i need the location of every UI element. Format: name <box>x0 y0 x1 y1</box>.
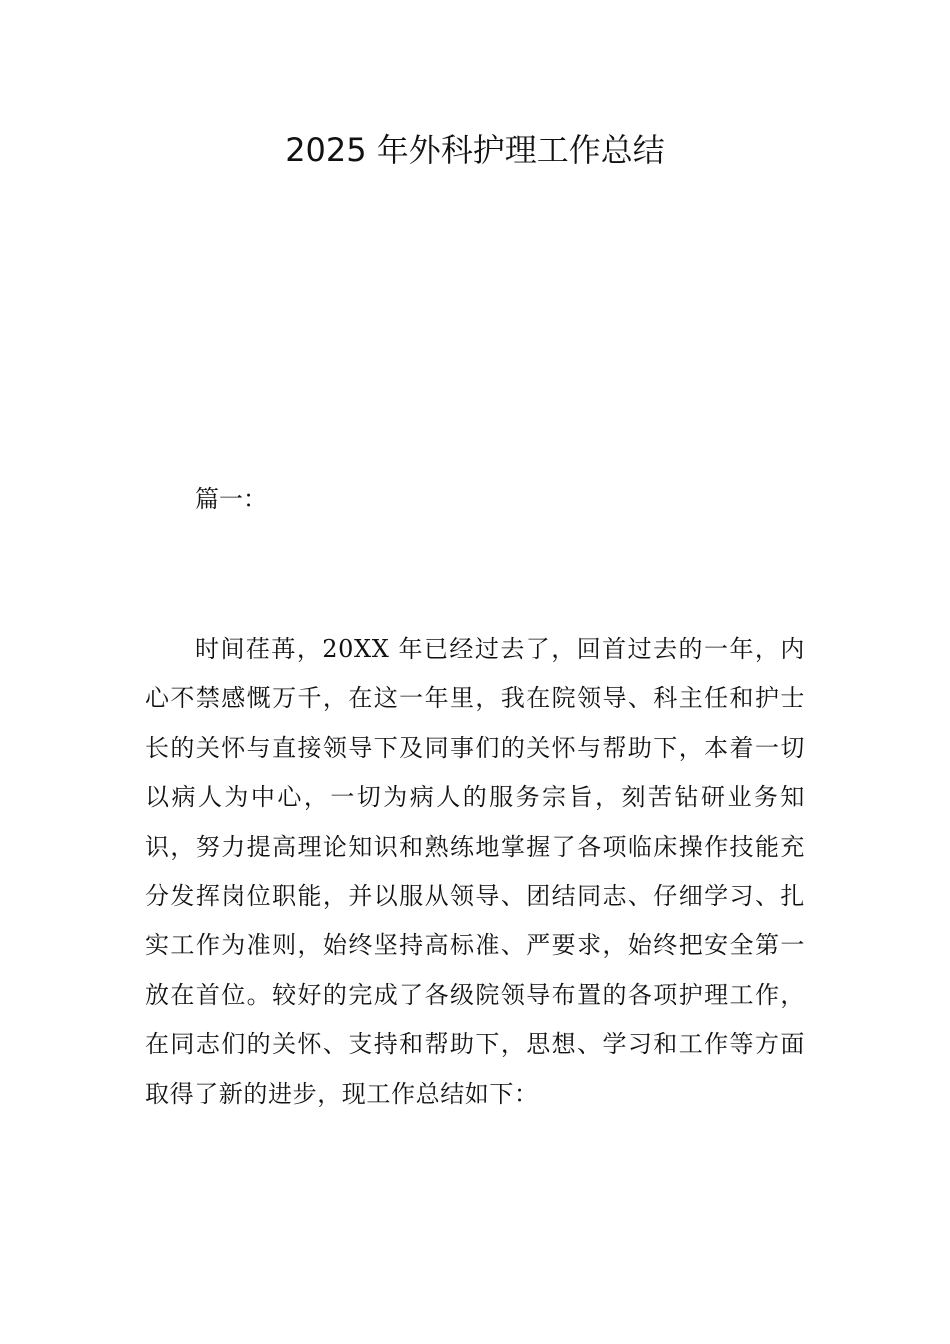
document-title: 2025 年外科护理工作总结 <box>285 131 665 169</box>
body-paragraph: 时间荏苒，20XX 年已经过去了，回首过去的一年，内心不禁感慨万千，在这一年里，我在院领导、科主任和护士长的关怀与直接领导下及同事们的关怀与帮助下，本着一切以病人为中心，一切为病人的服务宗旨，刻苦钻研业务知识，努力提高理论知识和熟练地掌握了各项临床操作技能充分发挥岗位职能，并以服从领导、团结同志、仔细学习、扎实工作为准则，始终坚持高标准、严要求，始终把安全第一放在首位。较好的完成了各级院领导布置的各项护理工作，在同志们的关怀、支持和帮助下，思想、学习和工作等方面取得了新的进步，现工作总结如下： <box>145 635 805 1108</box>
section-heading: 篇一： <box>195 485 267 513</box>
